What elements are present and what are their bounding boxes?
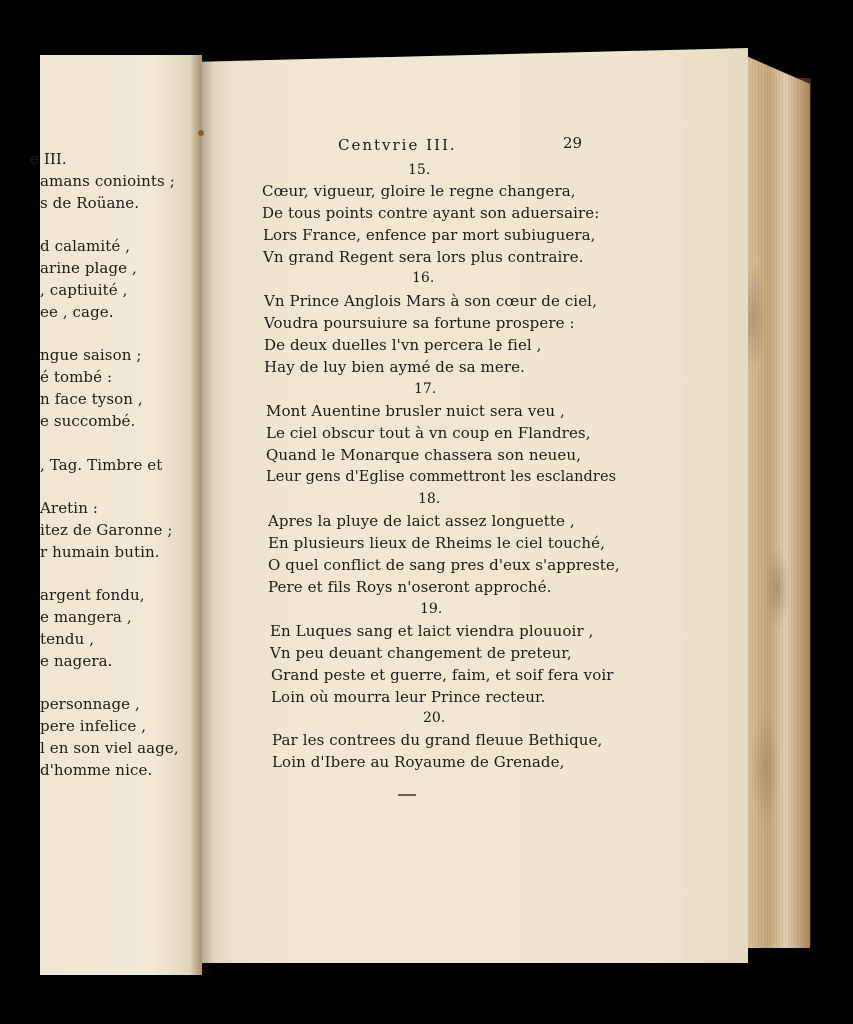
verse-line: Leur gens d'Eglise commettront les esclandres — [266, 469, 617, 485]
stanza-number: 20. — [423, 710, 446, 726]
left-line: pere infelice , — [40, 717, 147, 735]
left-line: argent fondu, — [40, 586, 145, 604]
left-line: itez de Garonne ; — [40, 521, 173, 539]
left-line: arine plage , — [40, 259, 137, 277]
verse-line: Grand peste et guerre, faim, et soif fera voir — [271, 666, 614, 684]
left-line: r humain butin. — [40, 543, 160, 561]
verse-line: Cœur, vigueur, gloire le regne changera, — [262, 182, 576, 200]
verse-line: Vn Prince Anglois Mars à son cœur de ciel, — [264, 292, 597, 310]
left-line: d'homme nice. — [40, 761, 153, 779]
verse-line: Par les contrees du grand fleuue Bethique, — [272, 731, 603, 749]
verse-line: Pere et fils Roys n'oseront approché. — [268, 578, 552, 596]
left-line: l en son viel aage, — [40, 739, 179, 757]
left-line: , Tag. Timbre et — [40, 456, 163, 474]
left-page-text — [30, 55, 200, 975]
stanza-number: 15. — [408, 162, 431, 178]
left-line: , captiuité , — [40, 281, 128, 299]
verse-line: Lors France, enfence par mort subiuguera, — [263, 226, 596, 244]
verse-line: Loin où mourra leur Prince recteur. — [271, 688, 546, 706]
verse-line: Hay de luy bien aymé de sa mere. — [264, 358, 525, 376]
left-line: e mangera , — [40, 608, 132, 626]
left-line: e succombé. — [40, 412, 136, 430]
left-line: é tombé : — [40, 368, 113, 386]
left-line: Aretin : — [40, 499, 98, 517]
verse-line: En plusieurs lieux de Rheims le ciel touché, — [268, 534, 605, 552]
stanza-number: 18. — [418, 491, 441, 507]
stanza-number: 16. — [412, 270, 435, 286]
verse-line: O quel conflict de sang pres d'eux s'appreste, — [268, 556, 620, 574]
verse-line: Apres la pluye de laict assez longuette , — [268, 512, 575, 530]
left-line: amans conioints ; — [40, 172, 175, 190]
verse-line: En Luques sang et laict viendra plouuoir , — [270, 622, 594, 640]
page-number: 29 — [563, 134, 583, 152]
running-head: Centvrie III. — [338, 136, 457, 154]
verse-line: De tous points contre ayant son aduersaire: — [262, 204, 600, 222]
left-running-head: e III. — [30, 150, 67, 168]
catchword-mark — [398, 794, 416, 796]
verse-line: De deux duelles l'vn percera le fiel , — [264, 336, 542, 354]
stanza-number: 17. — [414, 381, 437, 397]
left-line: s de Roüane. — [40, 194, 140, 212]
left-line: n face tyson , — [40, 390, 143, 408]
verse-line: Quand le Monarque chassera son neueu, — [266, 446, 581, 464]
verse-line: Vn peu deuant changement de preteur, — [270, 644, 572, 662]
stanza-number: 19. — [420, 601, 443, 617]
verse-line: Mont Auentine brusler nuict sera veu , — [266, 402, 565, 420]
left-line: d calamité , — [40, 237, 131, 255]
left-line: e nagera. — [40, 652, 113, 670]
verse-line: Loin d'Ibere au Royaume de Grenade, — [272, 753, 565, 771]
verse-line: Le ciel obscur tout à vn coup en Flandres, — [266, 424, 591, 442]
left-line: ngue saison ; — [40, 346, 142, 364]
left-line: personnage , — [40, 695, 140, 713]
verse-line: Vn grand Regent sera lors plus contraire. — [263, 248, 584, 266]
left-line: ee , cage. — [40, 303, 114, 321]
left-line: tendu , — [40, 630, 95, 648]
verse-line: Voudra poursuiure sa fortune prospere : — [264, 314, 575, 332]
